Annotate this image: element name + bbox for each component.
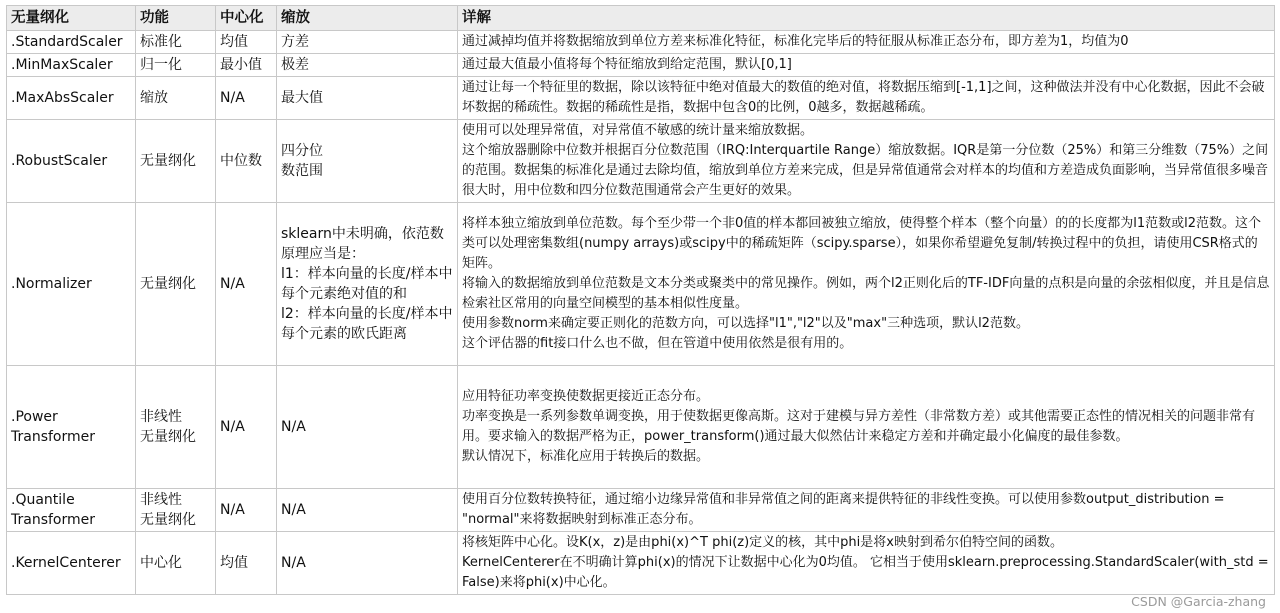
table-row	[7, 31, 1275, 54]
row-function-cell: 中心化	[136, 532, 216, 595]
table-row	[7, 366, 1275, 489]
row-scaling-cell: N/A	[277, 366, 458, 489]
table-row	[7, 203, 1275, 366]
row-detail-cell	[458, 366, 1275, 489]
header-centering: 中心化	[216, 6, 277, 31]
row-scaling-cell: sklearn中未明确，依范数原理应当是： l1：样本向量的长度/样本中每个元素绝对值的和 l2：样本向量的长度/样本中每个元素的欧氏距离	[277, 203, 458, 366]
row-function-cell: 归一化	[136, 54, 216, 77]
row-function-cell: 非线性 无量纲化	[136, 366, 216, 489]
detail-paragraph: 将核矩阵中心化。设K(x，z)是由phi(x)^T phi(z)定义的核，其中phi是将x映射到希尔伯特空间的函数。	[462, 535, 1063, 550]
row-centering-cell: N/A	[216, 203, 277, 366]
detail-paragraph: 这个评估器的fit接口什么也不做，但在管道中使用依然是很有用的。	[462, 336, 853, 351]
row-name-cell: .Quantile Transformer	[7, 489, 136, 532]
row-function-cell: 无量纲化	[136, 203, 216, 366]
header-function: 功能	[136, 6, 216, 31]
row-detail-cell	[458, 54, 1275, 77]
row-centering-cell: N/A	[216, 77, 277, 120]
detail-paragraph: 通过最大值最小值将每个特征缩放到给定范围，默认[0,1]	[462, 57, 792, 72]
row-name-cell: .RobustScaler	[7, 120, 136, 203]
row-scaling-cell: 极差	[277, 54, 458, 77]
row-scaling-cell: 方差	[277, 31, 458, 54]
row-function-cell: 缩放	[136, 77, 216, 120]
scaler-comparison-table	[6, 5, 1275, 595]
table-row	[7, 489, 1275, 532]
row-detail-cell	[458, 120, 1275, 203]
row-name-cell: .StandardScaler	[7, 31, 136, 54]
row-centering-cell: 中位数	[216, 120, 277, 203]
row-detail-cell	[458, 489, 1275, 532]
row-function-cell: 非线性 无量纲化	[136, 489, 216, 532]
detail-paragraph: 将输入的数据缩放到单位范数是文本分类或聚类中的常见操作。例如，两个l2正则化后的TF-IDF向量的点积是向量的余弦相似度，并且是信息检索社区常用的向量空间模型的基本相似性度量。	[462, 276, 1270, 311]
table-row	[7, 120, 1275, 203]
detail-paragraph: 这个缩放器删除中位数并根据百分位数范围（IRQ:Interquartile Range）缩放数据。IQR是第一分位数（25%）和第三分维数（75%）之间的范围。数据集的标准化是通过去除均值，缩放到单位方差来完成，但是异常值通常会对样本的均值和方差造成负面影响，当异常值很多噪音很大时，用中位数和四分位数范围通常会产生更好的效果。	[462, 143, 1269, 198]
row-centering-cell: N/A	[216, 366, 277, 489]
detail-paragraph: 应用特征功率变换使数据更接近正态分布。	[462, 389, 710, 404]
row-detail-cell	[458, 532, 1275, 595]
detail-paragraph: 通过让每一个特征里的数据，除以该特征中绝对值最大的数值的绝对值，将数据压缩到[-1,1]之间，这种做法并没有中心化数据，因此不会破坏数据的稀疏性。数据的稀疏性是指，数据中包含0的比例，0越多，数据越稀疏。	[462, 80, 1265, 115]
row-name-cell: .Power Transformer	[7, 366, 136, 489]
detail-paragraph: 默认情况下，标准化应用于转换后的数据。	[462, 449, 710, 464]
row-detail-cell	[458, 203, 1275, 366]
row-function-cell: 无量纲化	[136, 120, 216, 203]
row-centering-cell: 均值	[216, 31, 277, 54]
table-header-row	[7, 6, 1275, 31]
header-scaling: 缩放	[277, 6, 458, 31]
detail-paragraph: 使用参数norm来确定要正则化的范数方向，可以选择"l1","l2"以及"max"三种选项，默认l2范数。	[462, 316, 1029, 331]
row-scaling-cell: N/A	[277, 489, 458, 532]
detail-paragraph: KernelCenterer在不明确计算phi(x)的情况下让数据中心化为0均值。 它相当于使用sklearn.preprocessing.StandardScaler(with_std = False)来将phi(x)中心化。	[462, 555, 1269, 590]
row-centering-cell: N/A	[216, 489, 277, 532]
row-function-cell: 标准化	[136, 31, 216, 54]
row-centering-cell: 最小值	[216, 54, 277, 77]
table-row	[7, 54, 1275, 77]
row-detail-cell	[458, 77, 1275, 120]
table-row	[7, 532, 1275, 595]
detail-paragraph: 将样本独立缩放到单位范数。每个至少带一个非0值的样本都回被独立缩放，使得整个样本（整个向量）的的长度都为l1范数或l2范数。这个类可以处理密集数组(numpy arrays)或scipy中的稀疏矩阵（scipy.sparse），如果你希望避免复制/转换过程中的负担，请使用CSR格式的矩阵。	[462, 216, 1262, 271]
watermark: CSDN @Garcia-zhang	[1131, 594, 1266, 609]
row-detail-cell	[458, 31, 1275, 54]
row-name-cell: .Normalizer	[7, 203, 136, 366]
detail-paragraph: 使用百分位数转换特征，通过缩小边缘异常值和非异常值之间的距离来提供特征的非线性变换。可以使用参数output_distribution = "normal"来将数据映射到标准正态分布。	[462, 492, 1225, 527]
row-name-cell: .MinMaxScaler	[7, 54, 136, 77]
row-centering-cell: 均值	[216, 532, 277, 595]
header-name: 无量纲化	[7, 6, 136, 31]
table-row	[7, 77, 1275, 120]
detail-paragraph: 通过减掉均值并将数据缩放到单位方差来标准化特征，标准化完毕后的特征服从标准正态分布，即方差为1，均值为0	[462, 34, 1129, 49]
detail-paragraph: 使用可以处理异常值，对异常值不敏感的统计量来缩放数据。	[462, 123, 814, 138]
row-name-cell: .MaxAbsScaler	[7, 77, 136, 120]
row-scaling-cell: N/A	[277, 532, 458, 595]
header-detail: 详解	[458, 6, 1275, 31]
row-scaling-cell: 最大值	[277, 77, 458, 120]
detail-paragraph: 功率变换是一系列参数单调变换，用于使数据更像高斯。这对于建模与异方差性（非常数方差）或其他需要正态性的情况相关的问题非常有用。要求输入的数据严格为正，power_transform()通过最大似然估计来稳定方差和并确定最小化偏度的最佳参数。	[462, 409, 1256, 444]
row-name-cell: .KernelCenterer	[7, 532, 136, 595]
row-scaling-cell: 四分位 数范围	[277, 120, 458, 203]
